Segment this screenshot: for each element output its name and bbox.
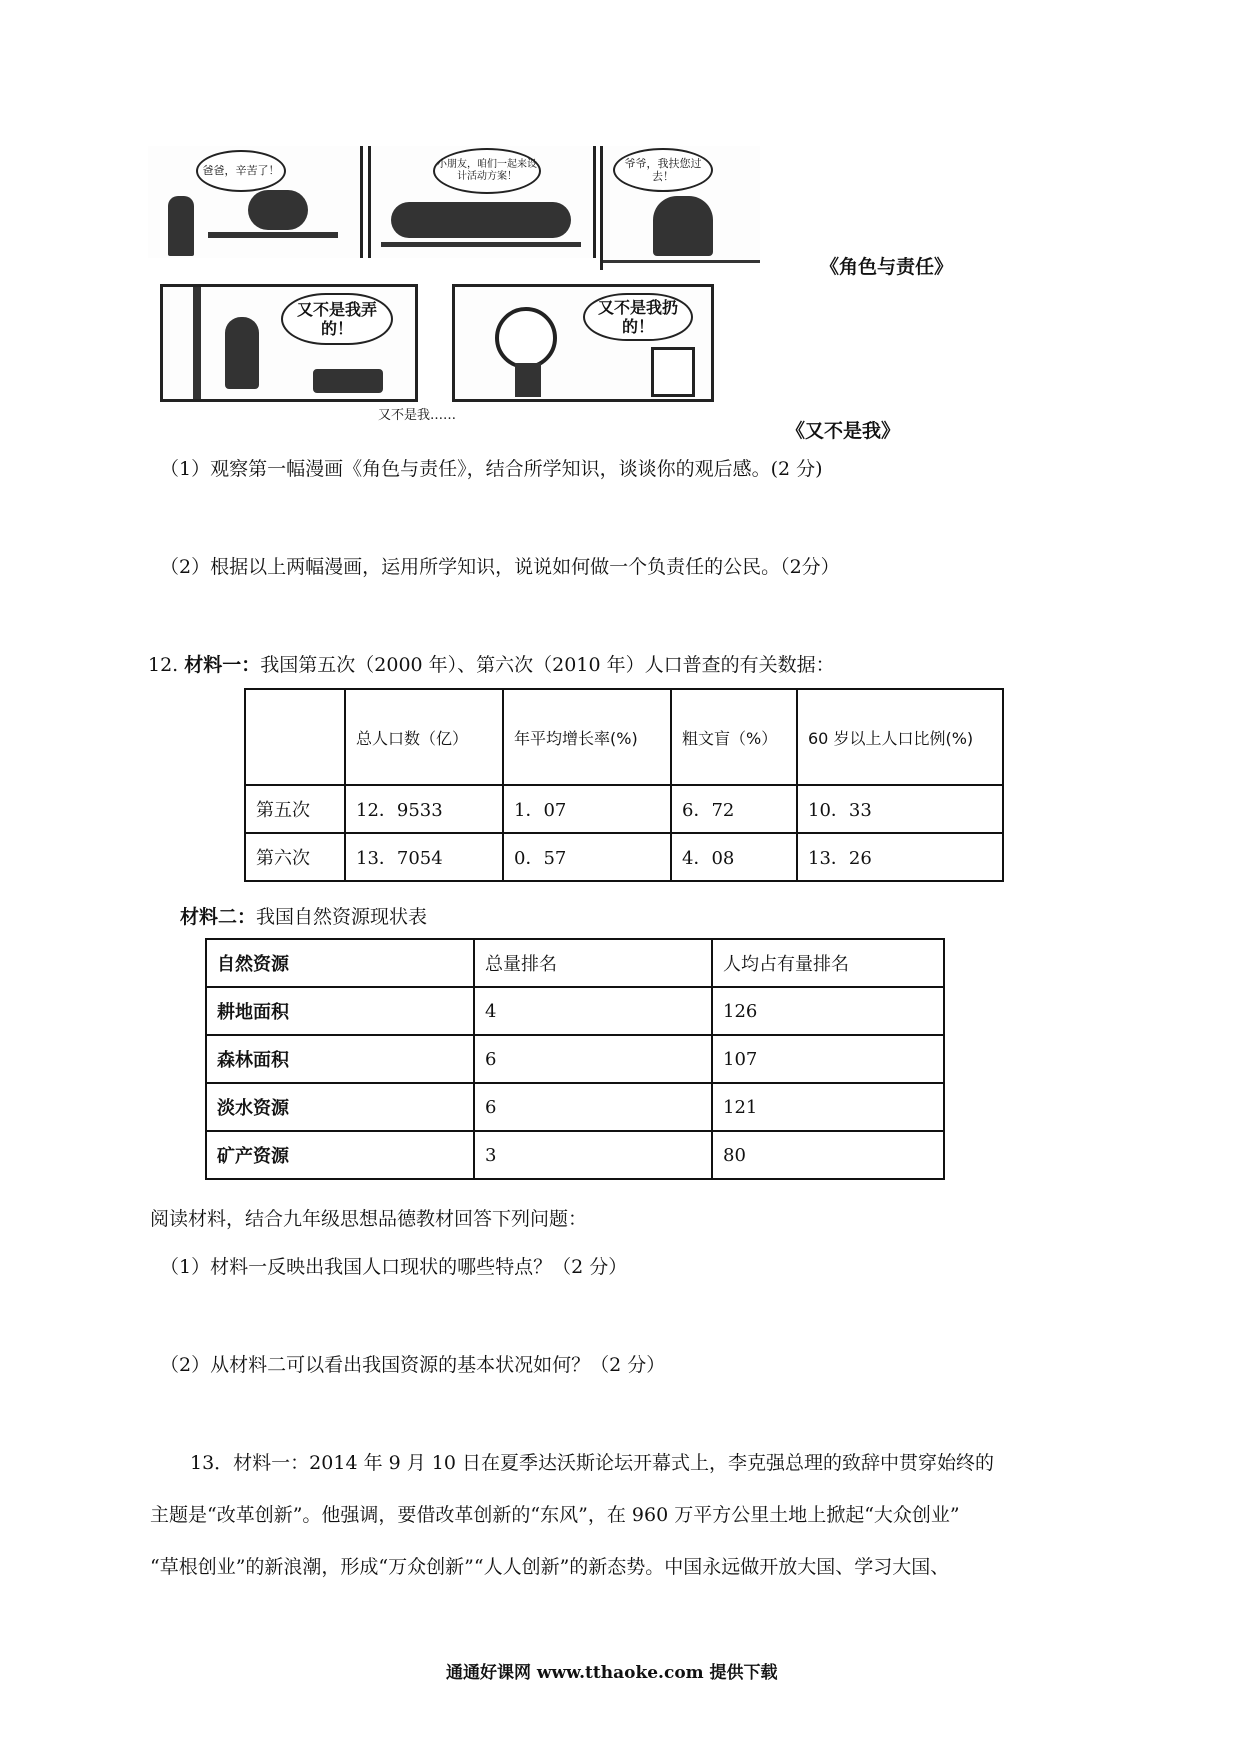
table-cell: 12．9533 [345,785,503,833]
table-row [206,1131,944,1179]
table-cell: 4 [474,987,712,1035]
table-cell: 矿产资源 [206,1131,474,1179]
table-cell: 126 [712,987,944,1035]
table-row [206,1035,944,1083]
resources-table-header [206,939,944,987]
table-row [206,987,944,1035]
comic2-panel-2 [452,284,714,402]
material-one-intro: 我国第五次（2000 年）、第六次（2010 年）人口普查的有关数据： [260,654,835,676]
question-number: 12. [148,654,179,676]
table-cell: 13．26 [797,833,1003,881]
table-cell: 森林面积 [206,1035,474,1083]
table-cell: 淡水资源 [206,1083,474,1131]
question-12-intro [148,650,835,677]
comic1-bubble-2: 小朋友，咱们一起来设计活动方案！ [433,148,541,194]
table-header-cell [245,689,345,785]
figure-child-illustration [168,196,194,256]
table-row [245,785,1003,833]
table-row [206,1083,944,1131]
table-header-cell: 总量排名 [474,939,712,987]
figure-boy-illustration [225,317,259,389]
question-11-part-2: （2）根据以上两幅漫画，运用所学知识，说说如何做一个负责任的公民。（2分） [160,556,840,578]
table-cell: 10．33 [797,785,1003,833]
figure-parent-illustration [248,190,308,230]
trash-can-illustration [651,347,695,397]
table-cell: 3 [474,1131,712,1179]
table-header-cell: 人均占有量排名 [712,939,944,987]
question-13-line-1: 13．材料一：2014 年 9 月 10 日在夏季达沃斯论坛开幕式上，李克强总理的致辞中贯穿始终的 [190,1452,994,1474]
page-footer: 通通好课网 www.tthaoke.com 提供下载 [446,1663,778,1683]
figure-girl-illustration [495,307,557,369]
comic2-caption: 又不是我…… [378,408,457,423]
table-header-cell: 60 岁以上人口比例(%) [797,689,1003,785]
table-illustration [381,242,581,247]
question-12-part-2: （2）从材料二可以看出我国资源的基本状况如何？（2 分） [160,1354,666,1376]
comic2-title: 《又不是我》 [786,420,901,442]
table-header-cell: 年平均增长率(%) [503,689,671,785]
material-two-heading [180,902,427,929]
table-cell: 4．08 [671,833,797,881]
comic1-panel-2 [368,146,596,258]
comic2-bubble-1: 又不是我弄的！ [281,293,393,345]
question-13-line-3: “草根创业”的新浪潮，形成“万众创新”“人人创新”的新态势。中国永远做开放大国、学习大国、 [150,1556,950,1578]
figure-elder-illustration [653,196,713,256]
table-cell: 第六次 [245,833,345,881]
door-illustration [193,287,201,399]
table-cell: 13．7054 [345,833,503,881]
material-two-title: 我国自然资源现状表 [256,906,428,928]
table-cell: 0．57 [503,833,671,881]
table-header-cell: 总人口数（亿） [345,689,503,785]
comic1-title: 《角色与责任》 [820,256,954,278]
table-cell: 107 [712,1035,944,1083]
ground-illustration [603,260,760,263]
table-row [245,833,1003,881]
table-cell: 6 [474,1083,712,1131]
table-cell: 6．72 [671,785,797,833]
table-cell: 1．07 [503,785,671,833]
question-13-line-2: 主题是“改革创新”。他强调，要借改革创新的“东风”，在 960 万平方公里土地上掀起“大众创业” [150,1504,960,1526]
table-cell: 第五次 [245,785,345,833]
comic2-bubble-2: 又不是我扔的！ [583,293,693,341]
desk-illustration [208,232,338,238]
census-table [244,688,1004,882]
broken-chair-illustration [313,369,383,393]
question-12-part-1: （1）材料一反映出我国人口现状的哪些特点？（2 分） [160,1256,628,1278]
table-cell: 121 [712,1083,944,1131]
figure-body-illustration [515,363,541,397]
comic1-bubble-3: 爷爷，我扶您过去！ [613,148,713,192]
comic1-panel-1 [148,146,363,258]
table-header-cell: 粗文盲（%） [671,689,797,785]
comic1-panel-3 [600,146,760,270]
figure-group-illustration [391,202,571,238]
table-cell: 6 [474,1035,712,1083]
table-cell: 耕地面积 [206,987,474,1035]
table-cell: 80 [712,1131,944,1179]
reading-instruction: 阅读材料，结合九年级思想品德教材回答下列问题： [150,1208,588,1230]
resources-table [205,938,945,1180]
census-table-header [245,689,1003,785]
material-two-label: 材料二： [180,906,257,928]
comic1-bubble-1: 爸爸，辛苦了！ [196,150,286,192]
table-header-cell: 自然资源 [206,939,474,987]
material-one-label: 材料一： [184,654,261,676]
comic2-panel-1 [160,284,418,402]
question-11-part-1: （1）观察第一幅漫画《角色与责任》，结合所学知识，谈谈你的观后感。(2 分) [160,458,823,480]
